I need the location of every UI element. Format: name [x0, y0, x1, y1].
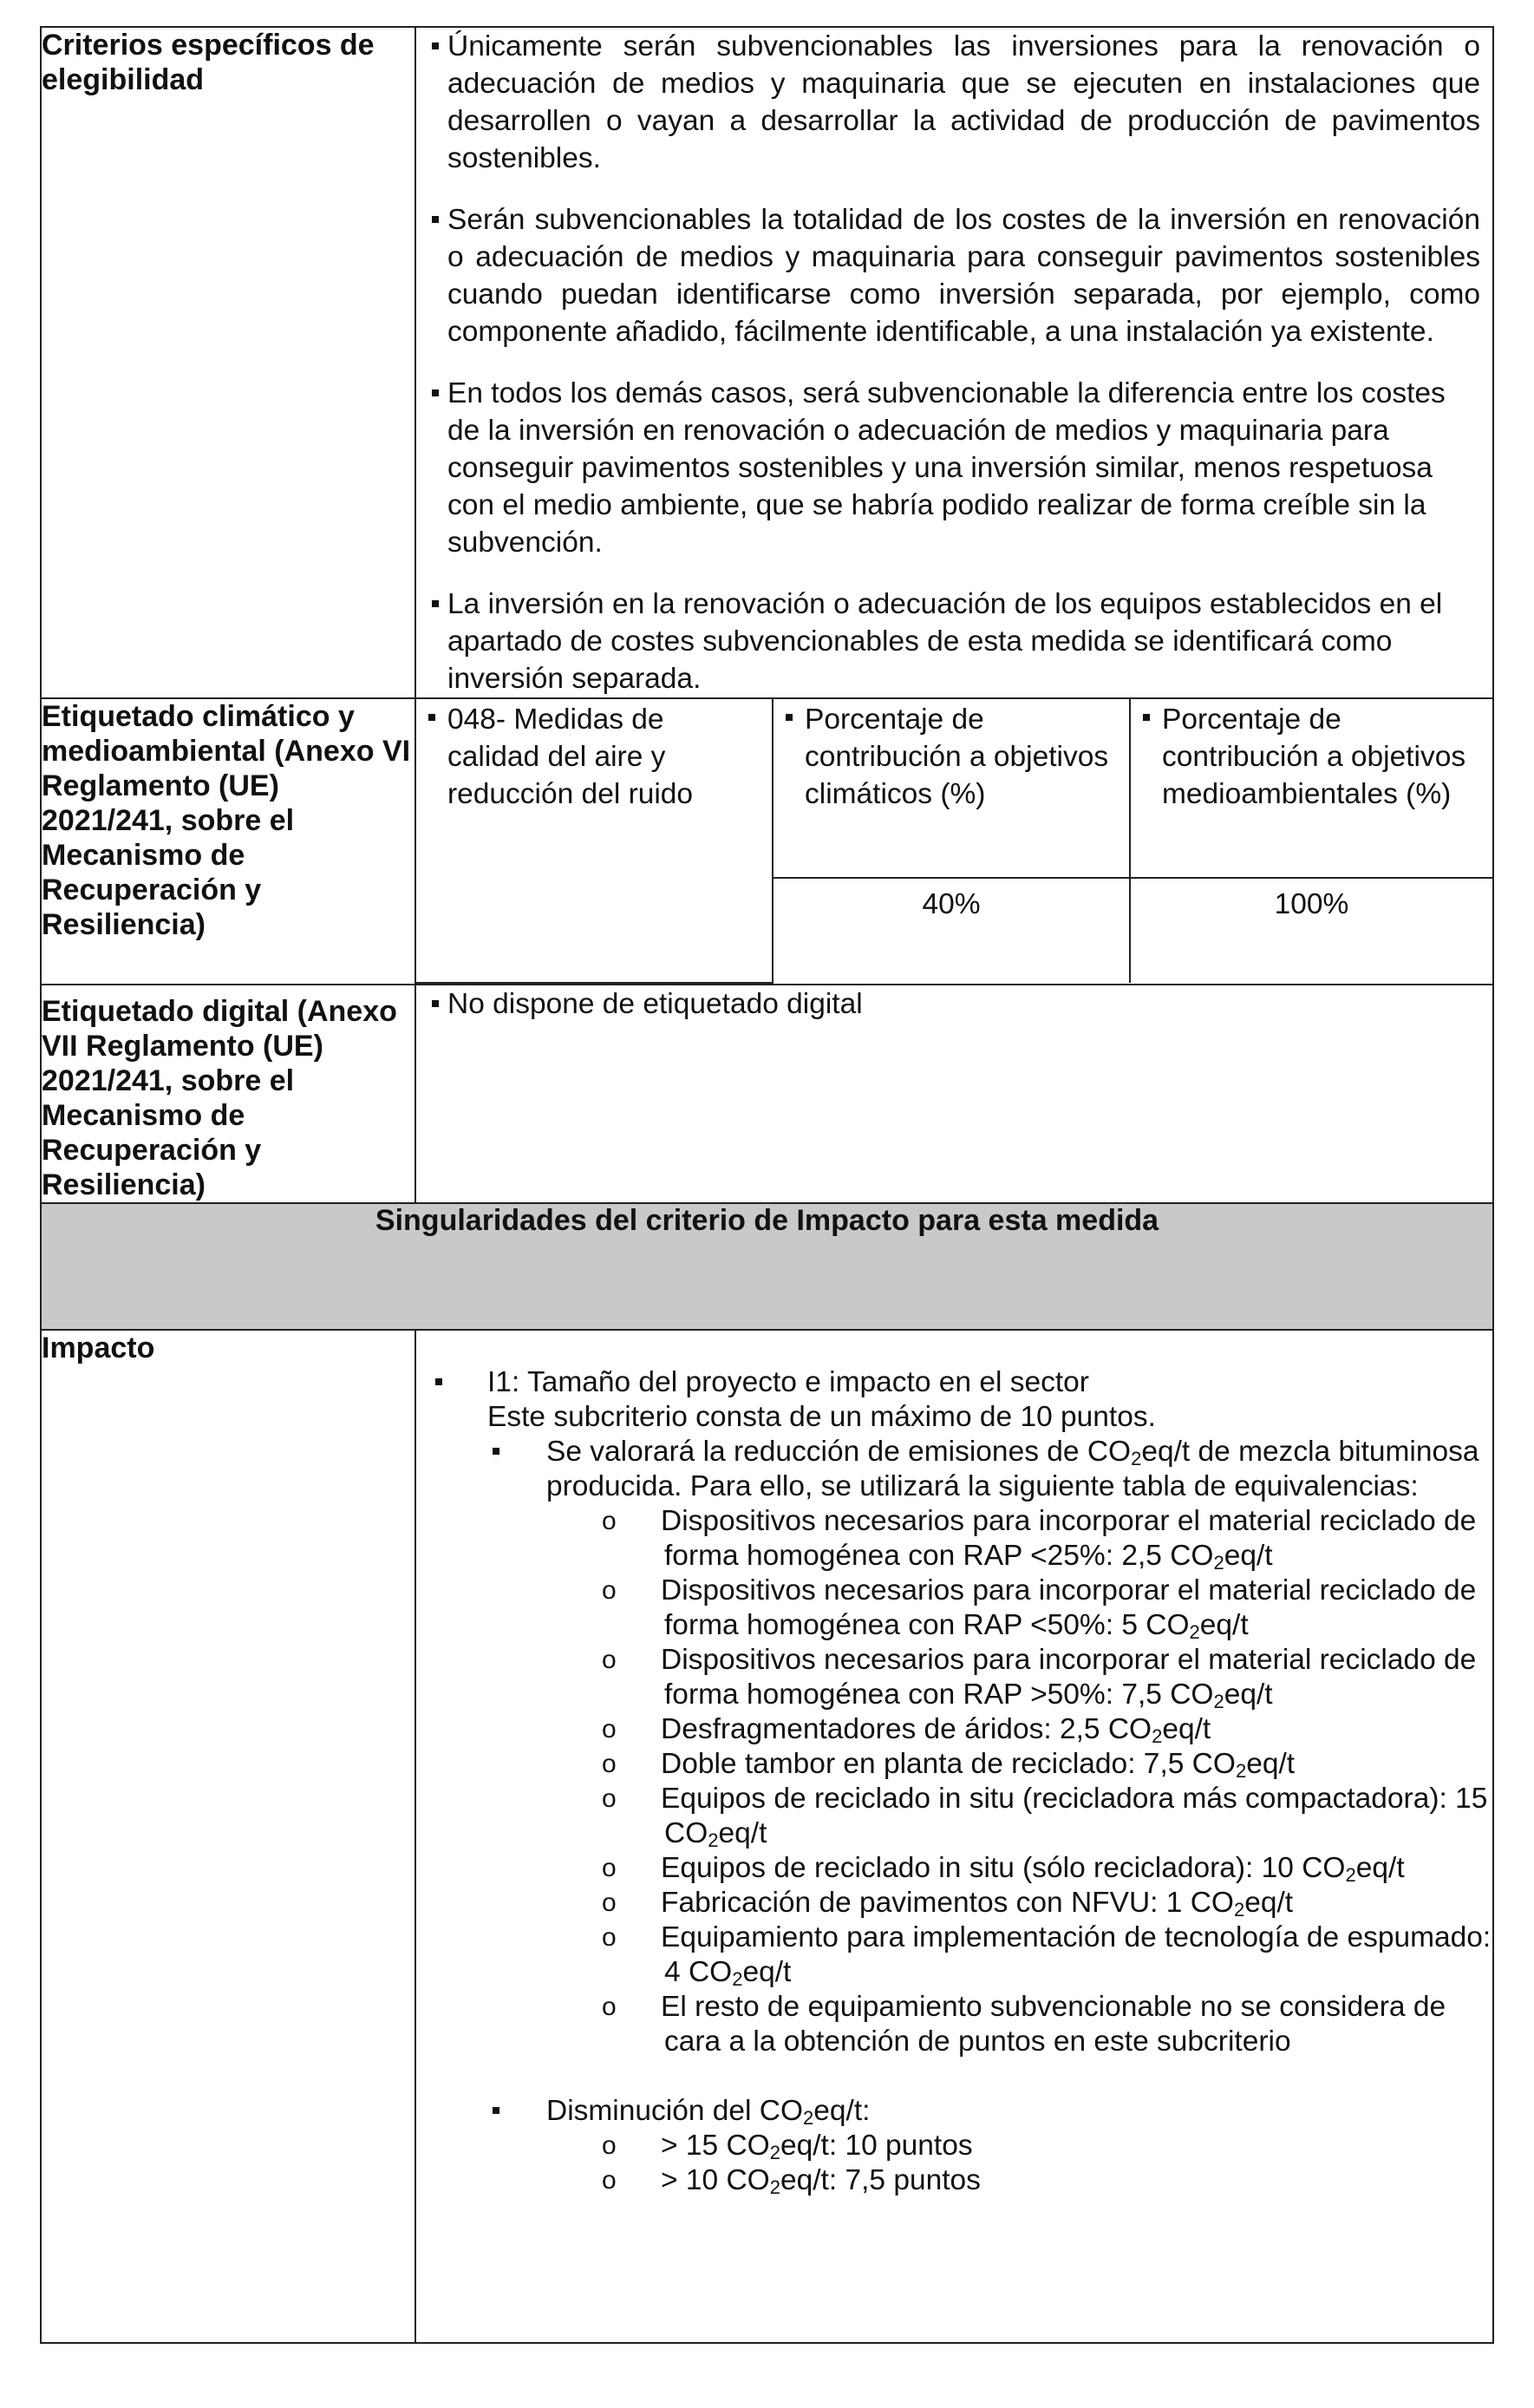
points-item: o > 15 $CO_2eq/t$: 10 puntos	[602, 2130, 973, 2163]
label-climatico: Etiquetado climático y medioambiental (Anexo VI Reglamento (UE) 2021/241, sobre el Mecanismo de Recuperación y Resiliencia)	[41, 698, 415, 985]
i1-subtitle: Este subcriterio consta de un máximo de 10 puntos.	[487, 1401, 1156, 1433]
equivalence-item: o Fabricación de pavimentos con NFVU: 1 $CO_2eq/t$	[602, 1887, 1294, 1921]
square-bullet-icon	[493, 2107, 499, 2114]
section-banner: Singularidades del criterio de Impacto para esta medida	[41, 1203, 1493, 1330]
row-banner	[41, 1203, 1493, 1330]
circle-bullet-icon: o	[602, 1854, 617, 1882]
label-criterios: Criterios específicos de elegibilidad	[41, 27, 415, 698]
climatico-inner-table	[416, 699, 1492, 984]
square-bullet-icon	[432, 43, 439, 49]
circle-bullet-icon: o	[602, 1992, 617, 2021]
square-bullet-icon	[432, 389, 439, 396]
equivalence-item: o Dispositivos necesarios para incorporar el material reciclado de forma homogénea con RAP <50%: 5 $CO_2eq/t$	[602, 1574, 1477, 1643]
digital-content: No dispone de etiquetado digital	[415, 985, 1493, 1203]
square-bullet-icon	[432, 600, 439, 607]
row-digital	[41, 985, 1493, 1203]
document-page	[40, 26, 1494, 2387]
circle-bullet-icon: o	[602, 1576, 617, 1605]
circle-bullet-icon: o	[602, 2131, 617, 2160]
square-bullet-icon	[493, 1448, 499, 1455]
equivalence-item: o Desfragmentadores de áridos: 2,5 $CO_2eq/t$	[602, 1713, 1211, 1747]
criterio-paragraph-4: La inversión en la renovación o adecuación de los equipos establecidos en el apartado de costes subvencionables de esta medida se identificará como inversión separada.	[416, 586, 1492, 697]
climatic-percentage-header: Porcentaje de contribución a objetivos climáticos (%)	[773, 699, 1130, 878]
points-item: o > 10 $CO_2eq/t$: 7,5 puntos	[602, 2164, 981, 2198]
label-impacto: Impacto	[41, 1330, 415, 2343]
i1-title: I1: Tamaño del proyecto e impacto en el sector	[416, 1365, 1492, 1400]
equivalence-item: o Doble tambor en planta de reciclado: 7,5 $CO_2eq/t$	[602, 1748, 1296, 1782]
circle-bullet-icon: o	[602, 1923, 617, 1952]
circle-bullet-icon: o	[602, 1784, 617, 1813]
circle-bullet-icon: o	[602, 1646, 617, 1674]
environmental-percentage-header: Porcentaje de contribución a objetivos medioambientales (%)	[1130, 699, 1492, 878]
criterios-content	[415, 27, 1493, 698]
label-digital: Etiquetado digital (Anexo VII Reglamento (UE) 2021/241, sobre el Mecanismo de Recuperación y Resiliencia)	[41, 985, 415, 1203]
circle-bullet-icon: o	[602, 1750, 617, 1778]
row-impacto	[41, 1330, 1493, 2343]
circle-bullet-icon: o	[602, 1507, 617, 1535]
environmental-percentage-value: 100%	[1130, 878, 1492, 983]
criterio-paragraph-2: Serán subvencionables la totalidad de los costes de la inversión en renovación o adecuación de medios y maquinaria para conseguir pavimentos sostenibles cuando puedan identificarse como inversión separada, por ejemplo, como componente añadido, fácilmente identificable, a una instalación ya existente.	[416, 201, 1492, 350]
equivalence-item: o Equipamiento para implementación de tecnología de espumado: 4 $CO_2eq/t$	[602, 1921, 1492, 1990]
equivalence-list	[416, 1504, 1492, 2059]
equivalence-item: o Dispositivos necesarios para incorporar el material reciclado de forma homogénea con RAP >50%: 7,5 $CO_2eq/t$	[602, 1644, 1477, 1712]
square-bullet-icon	[1143, 714, 1150, 721]
climatic-percentage-value: 40%	[773, 878, 1130, 983]
equivalence-item: o Equipos de reciclado in situ (sólo recicladora): 10 $CO_2eq/t$	[602, 1852, 1405, 1886]
disminucion-heading: Disminución del $CO_2eq/t$:	[416, 2094, 1492, 2129]
square-bullet-icon	[432, 1000, 439, 1007]
circle-bullet-icon: o	[602, 1715, 617, 1744]
criterio-paragraph-3: En todos los demás casos, será subvencionable la diferencia entre los costes de la inversión en renovación o adecuación de medios y maquinaria para conseguir pavimentos sostenibles y una inversión similar, menos respetuosa con el medio ambiente, que se habría podido realizar de forma creíble sin la subvención.	[416, 375, 1492, 561]
square-bullet-icon	[432, 216, 439, 223]
circle-bullet-icon: o	[602, 2166, 617, 2195]
measure-table	[40, 26, 1494, 2344]
square-bullet-icon	[428, 714, 435, 721]
row-criterios	[41, 27, 1493, 698]
equivalence-item: o Equipos de reciclado in situ (recicladora más compactadora): 15 $CO_2eq/t$	[602, 1783, 1488, 1851]
circle-bullet-icon: o	[602, 1888, 617, 1917]
impact-intro: Se valorará la reducción de emisiones de $CO_2eq/t$ de mezcla bituminosa producida. Para ello, se utilizará la siguiente tabla de equivalencias:	[416, 1435, 1492, 1504]
square-bullet-icon	[435, 1378, 442, 1385]
climatico-measure-cell: 048- Medidas de calidad del aire y reducción del ruido	[416, 699, 773, 983]
equivalence-item: o Dispositivos necesarios para incorporar el material reciclado de forma homogénea con RAP <25%: 2,5 $CO_2eq/t$	[602, 1505, 1477, 1574]
criterio-paragraph-1: Únicamente serán subvencionables las inversiones para la renovación o adecuación de medios y maquinaria que se ejecuten en instalaciones que desarrollen o vayan a desarrollar la actividad de producción de pavimentos sostenibles.	[416, 28, 1492, 177]
climatico-content	[415, 698, 1493, 985]
equivalence-item: o El resto de equipamiento subvencionable no se considera de cara a la obtención de puntos en este subcriterio	[602, 1991, 1446, 2058]
square-bullet-icon	[786, 714, 793, 721]
row-climatico	[41, 698, 1493, 985]
points-list	[416, 2129, 1492, 2198]
impacto-content	[415, 1330, 1493, 2343]
